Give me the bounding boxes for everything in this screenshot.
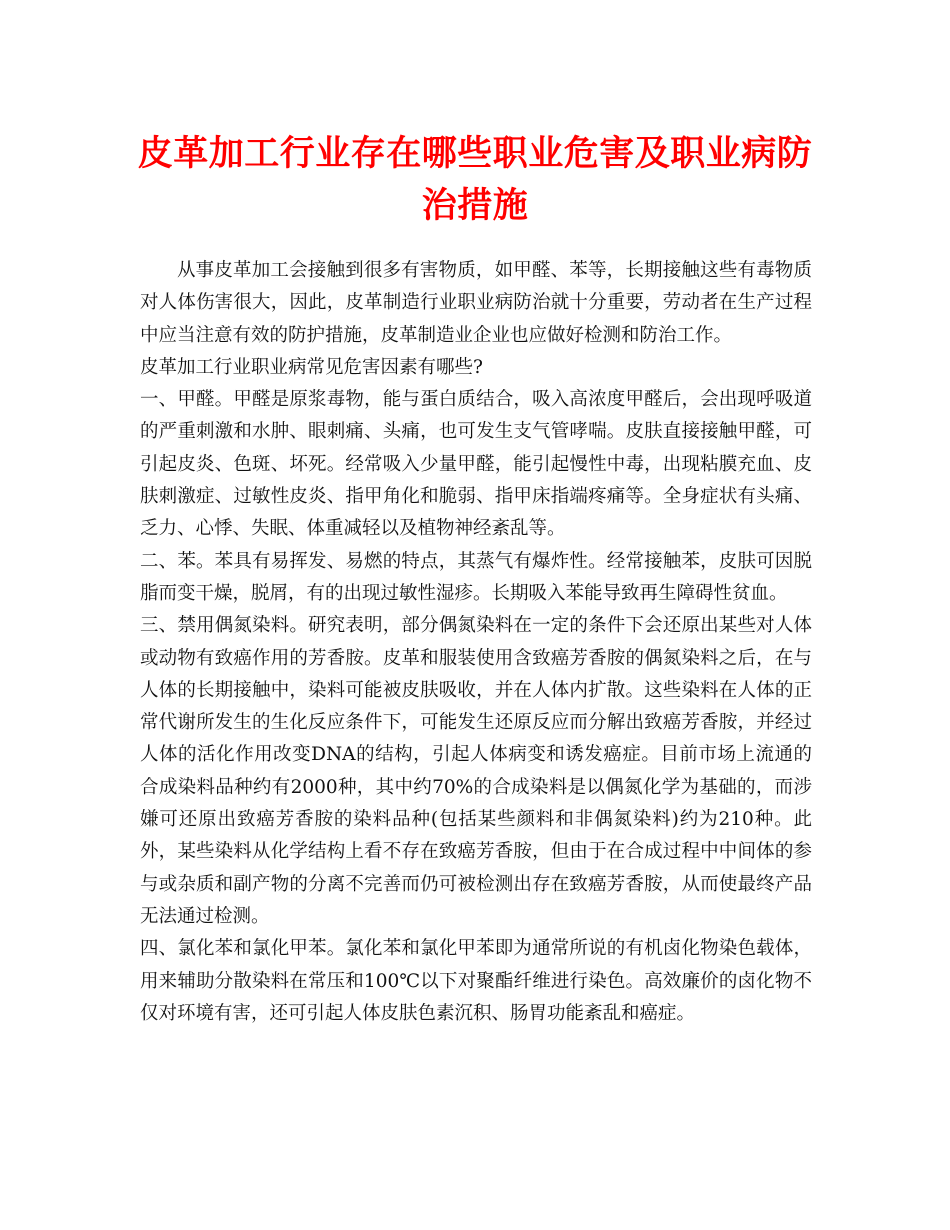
section-azo-dyes: 三、禁用偶氮染料。研究表明，部分偶氮染料在一定的条件下会还原出某些对人体或动物有致癌作用的芳香胺。皮革和服装使用含致癌芳香胺的偶氮染料之后，在与人体的长期接触中，染料可能被皮肤吸收，并在人体内扩散。这些染料在人体的正常代谢所发生的生化反应条件下，可能发生还原反应而分解出致癌芳香胺，并经过人体的活化作用改变DNA的结构，引起人体病变和诱发癌症。目前市场上流通的合成染料品种约有2000种，其中约70%的合成染料是以偶氮化学为基础的，而涉嫌可还原出致癌芳香胺的染料品种(包括某些颜料和非偶氮染料)约为210种。此外，某些染料从化学结构上看不存在致癌芳香胺，但由于在合成过程中中间体的参与或杂质和副产物的分离不完善而仍可被检测出存在致癌芳香胺，从而使最终产品无法通过检测。 [140,615,812,927]
section-benzene: 二、苯。苯具有易挥发、易燃的特点，其蒸气有爆炸性。经常接触苯，皮肤可因脱脂而变干燥，脱屑，有的出现过敏性湿疹。长期吸入苯能导致再生障碍性贫血。 [140,550,812,604]
document-body [140,255,812,1030]
section-question: 皮革加工行业职业病常见危害因素有哪些? [140,356,483,378]
document-title: 皮革加工行业存在哪些职业危害及职业病防治措施 [137,133,813,226]
intro-paragraph: 从事皮革加工会接触到很多有害物质，如甲醛、苯等，长期接触这些有毒物质对人体伤害很大，因此，皮革制造行业职业病防治就十分重要，劳动者在生产过程中应当注意有效的防护措施，皮革制造业企业也应做好检测和防治工作。 [140,260,812,346]
section-formaldehyde: 一、甲醛。甲醛是原浆毒物，能与蛋白质结合，吸入高浓度甲醛后，会出现呼吸道的严重刺激和水肿、眼刺痛、头痛，也可发生支气管哮喘。皮肤直接接触甲醛，可引起皮炎、色斑、坏死。经常吸入少量甲醛，能引起慢性中毒，出现粘膜充血、皮肤刺激症、过敏性皮炎、指甲角化和脆弱、指甲床指端疼痛等。全身症状有头痛、乏力、心悸、失眠、体重减轻以及植物神经紊乱等。 [140,389,812,540]
section-chlorobenzene: 四、氯化苯和氯化甲苯。氯化苯和氯化甲苯即为通常所说的有机卤化物染色载体，用来辅助分散染料在常压和100℃以下对聚酯纤维进行染色。高效廉价的卤化物不仅对环境有害，还可引起人体皮肤色素沉积、肠胃功能紊乱和癌症。 [140,938,812,1024]
